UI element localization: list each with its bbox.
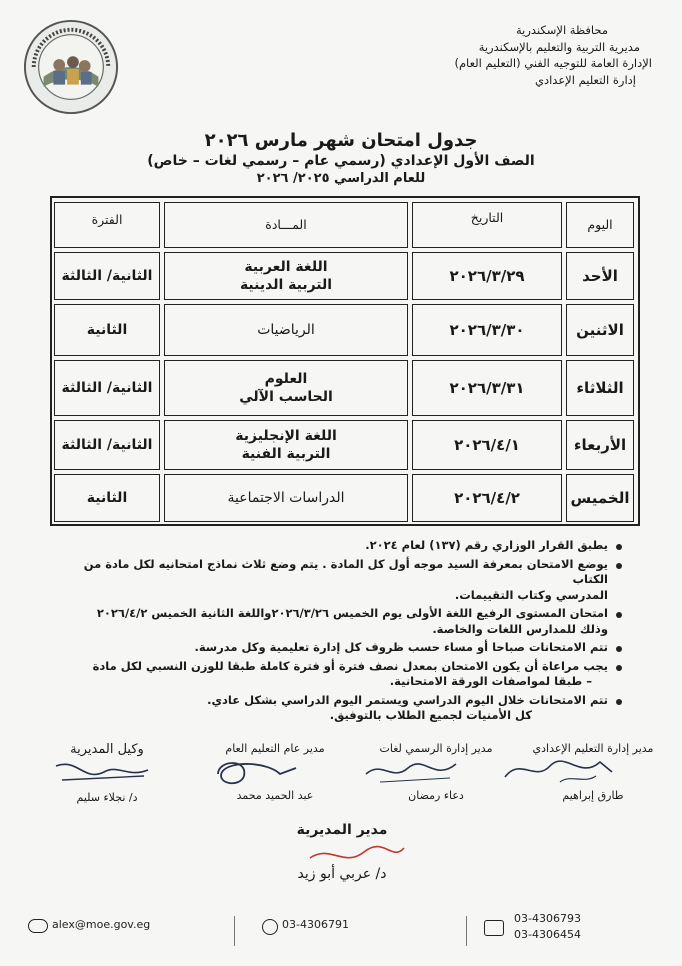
signature-scribble-3 xyxy=(208,754,304,790)
email-icon xyxy=(28,919,48,933)
table-row-period: الثانية xyxy=(54,474,160,522)
table-row-subject xyxy=(164,474,408,522)
note-item: امتحان المستوى الرفيع اللغة الأولى يوم الخميس ٢٠٢٦/٣/٢٦واللغة الثانية الخميس ٢٠٢٦/٤/٢ xyxy=(52,606,622,622)
header-subject: المـــادة xyxy=(164,202,408,248)
closing-wish: كل الأمنيات لجميع الطلاب بالتوفيق. xyxy=(329,708,532,722)
exam-schedule-table xyxy=(50,196,640,526)
bullet-icon xyxy=(616,699,622,705)
director-scribble xyxy=(300,840,410,870)
table-row-period: الثانية/ الثالثة xyxy=(54,360,160,416)
table-row-day: الأحد xyxy=(566,252,634,300)
note-item: يطبق القرار الوزاري رقم (١٣٧) لعام ٢٠٢٤. xyxy=(52,538,622,554)
note-continuation: المدرسي وكتاب التقييمات. xyxy=(454,587,608,602)
subject-line: الدراسات الاجتماعية xyxy=(227,490,345,506)
subject-line: الرياضيات xyxy=(257,322,315,338)
signature-name: دعاء رمضان xyxy=(408,789,464,802)
signature-scribble-1 xyxy=(500,752,620,788)
table-row-day: الخميس xyxy=(566,474,634,522)
signature-role: مدير إدارة الرسمي لغات xyxy=(379,742,493,755)
header-line-directorate: مديرية التربية والتعليم بالإسكندرية xyxy=(478,39,640,54)
director-name: د/ عربي أبو زيد xyxy=(297,866,387,882)
header-period: الفترة xyxy=(54,202,160,248)
note-item: يجب مراعاة أن يكون الامتحان بمعدل نصف فترة أو فترة كاملة طبقا للوزن النسبي لكل مادة xyxy=(52,659,622,675)
signature-name: عبد الحميد محمد xyxy=(236,789,314,802)
title-block xyxy=(0,130,682,188)
header-date: التاريخ xyxy=(412,202,562,248)
header-line-governorate: محافظة الإسكندرية xyxy=(515,23,608,37)
signature-role: مدير إدارة التعليم الإعدادي xyxy=(532,742,654,755)
page-subtitle: الصف الأول الإعدادي (رسمي عام – رسمي لغات – خاص) xyxy=(147,153,535,169)
directorate-emblem xyxy=(22,18,120,116)
table-row-subject xyxy=(164,304,408,356)
table-row-subject xyxy=(164,360,408,416)
table-row-day: الثلاثاء xyxy=(566,360,634,416)
page-title: جدول امتحان شهر مارس ٢٠٢٦ xyxy=(204,130,478,151)
subject-line: اللغة العربية xyxy=(244,259,328,275)
academic-year: للعام الدراسي ٢٠٢٥/ ٢٠٢٦ xyxy=(256,171,426,186)
subject-line: العلوم xyxy=(264,371,308,387)
director-role: مدير المديرية xyxy=(296,822,388,838)
header-line-department: الإدارة العامة للتوجيه الفني (التعليم العام) xyxy=(454,56,652,70)
phone-icon xyxy=(262,919,278,935)
subject-line: التربية الفنية xyxy=(241,446,331,462)
table-row-subject xyxy=(164,252,408,300)
bullet-icon xyxy=(616,612,622,618)
table-row-period: الثانية/ الثالثة xyxy=(54,252,160,300)
table-row-subject xyxy=(164,420,408,470)
subject-line: الحاسب الآلي xyxy=(239,389,333,405)
table-row-date: ٢٠٢٦/٣/٣١ xyxy=(412,360,562,416)
note-item: يوضع الامتحان بمعرفة السيد موجه أول كل المادة . يتم وضع ثلاث نماذج امتحانيه لكل مادة من الكتاب xyxy=(52,557,622,588)
footer-fax-2: 03-4306454 xyxy=(514,928,581,941)
bullet-icon xyxy=(616,665,622,671)
table-row-day: الاثنين xyxy=(566,304,634,356)
signature-name: طارق إبراهيم xyxy=(562,789,624,802)
note-continuation: وذلك للمدارس اللغات والخاصة. xyxy=(432,621,608,636)
table-row-date: ٢٠٢٦/٣/٢٩ xyxy=(412,252,562,300)
header-day: اليوم xyxy=(566,202,634,248)
signature-name: د/ نجلاء سليم xyxy=(76,791,138,804)
instructions-list xyxy=(52,538,622,724)
bullet-icon xyxy=(616,646,622,652)
bullet-icon xyxy=(616,544,622,550)
table-row-day: الأربعاء xyxy=(566,420,634,470)
footer-phone: 03-4306791 xyxy=(282,918,349,931)
header-line-administration: إدارة التعليم الإعدادي xyxy=(534,72,636,87)
note-continuation: – طبقا لمواصفات الورقة الامتحانية. xyxy=(389,674,592,688)
signature-role: مدير عام التعليم العام xyxy=(225,742,325,755)
signature-scribble-2 xyxy=(360,752,470,788)
table-row-date: ٢٠٢٦/٤/٢ xyxy=(412,474,562,522)
footer-fax-1: 03-4306793 xyxy=(514,912,581,925)
table-row-date: ٢٠٢٦/٤/١ xyxy=(412,420,562,470)
fax-icon xyxy=(484,920,504,936)
table-row-period: الثانية/ الثالثة xyxy=(54,420,160,470)
footer-contact xyxy=(16,910,666,952)
signature-role: وكيل المديرية xyxy=(70,742,144,757)
signature-scribble-4 xyxy=(48,756,158,790)
subject-line: اللغة الإنجليزية xyxy=(235,428,337,444)
subject-line: التربية الدينية xyxy=(239,277,333,293)
table-row-date: ٢٠٢٦/٣/٣٠ xyxy=(412,304,562,356)
footer-email: alex@moe.gov.eg xyxy=(52,918,151,931)
header-organization xyxy=(422,22,652,88)
bullet-icon xyxy=(616,563,622,569)
table-row-period: الثانية xyxy=(54,304,160,356)
note-item: تتم الامتحانات خلال اليوم الدراسي ويستمر اليوم الدراسي بشكل عادي. xyxy=(52,693,622,709)
note-item: تتم الامتحانات صباحا أو مساء حسب ظروف كل إدارة تعليمية وكل مدرسة. xyxy=(52,640,622,656)
